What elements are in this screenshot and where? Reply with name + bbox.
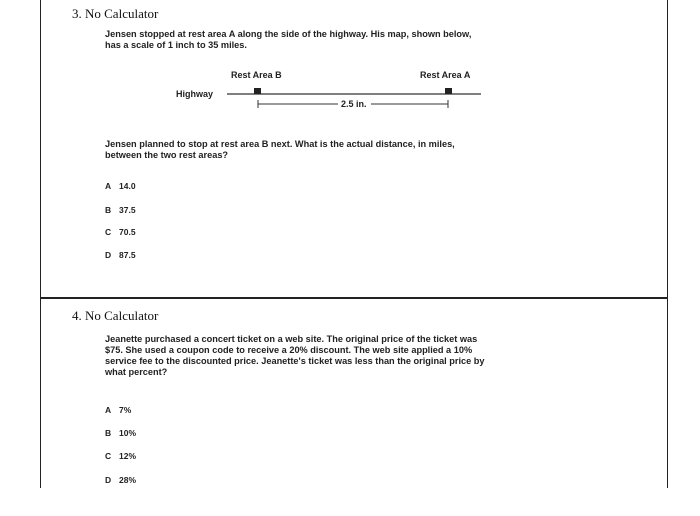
question-4-choice-a[interactable]: A 7%	[105, 405, 132, 415]
question-4-stem-line-1: Jeanette purchased a concert ticket on a web site. The original price of the ticket was	[105, 334, 478, 344]
question-4-stem-line-3: service fee to the discounted price. Jeanette's ticket was less than the original price by	[105, 356, 485, 366]
question-3-question-line-2: between the two rest areas?	[105, 150, 229, 160]
question-3-choice-c[interactable]: C 70.5	[105, 227, 136, 237]
question-3-title: 3. No Calculator	[72, 6, 159, 21]
question-4-choice-b[interactable]: B 10%	[105, 428, 137, 438]
highway-label: Highway	[176, 89, 214, 99]
question-3-stem-line-2: has a scale of 1 inch to 35 miles.	[105, 40, 247, 50]
question-3-choice-a[interactable]: A 14.0	[105, 181, 136, 191]
question-3-question-line-1: Jensen planned to stop at rest area B next. What is the actual distance, in miles,	[105, 139, 455, 149]
question-3-panel	[40, 0, 668, 298]
rest-area-a-label: Rest Area A	[420, 70, 471, 80]
question-3-choice-b[interactable]: B 37.5	[105, 205, 136, 215]
rest-area-b-label: Rest Area B	[231, 70, 282, 80]
question-3-stem-line-1: Jensen stopped at rest area A along the side of the highway. His map, shown below,	[105, 29, 472, 39]
question-4-panel	[40, 298, 668, 488]
question-3-choice-d[interactable]: D 87.5	[105, 250, 136, 260]
rest-area-a-marker	[445, 88, 452, 94]
question-4-choice-d[interactable]: D 28%	[105, 475, 137, 485]
question-4-choice-c[interactable]: C 12%	[105, 451, 137, 461]
distance-label: 2.5 in.	[341, 99, 367, 109]
question-4-title: 4. No Calculator	[72, 308, 159, 323]
question-4-stem-line-4: what percent?	[105, 367, 168, 377]
rest-area-b-marker	[254, 88, 261, 94]
question-4-stem-line-2: $75. She used a coupon code to receive a 20% discount. The web site applied a 10%	[105, 345, 473, 355]
